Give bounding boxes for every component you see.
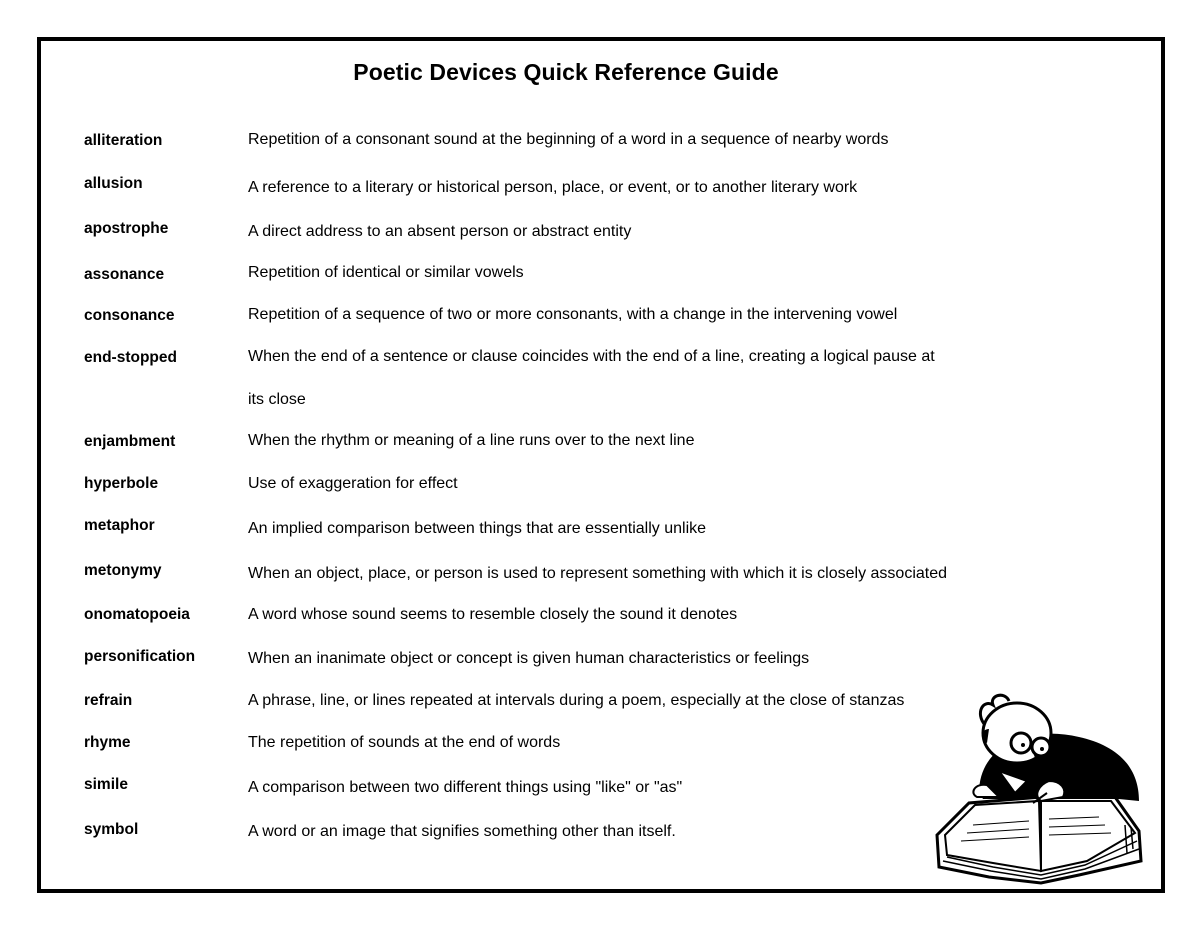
term: alliteration — [84, 132, 163, 149]
term: end-stopped — [84, 349, 177, 366]
definition: A direct address to an absent person or abstract entity — [248, 223, 632, 240]
definition: A word or an image that signifies something other than itself. — [248, 823, 676, 840]
term: apostrophe — [84, 220, 169, 237]
definition: The repetition of sounds at the end of words — [248, 734, 561, 751]
definition: Repetition of identical or similar vowels — [248, 264, 524, 281]
term: assonance — [84, 266, 165, 283]
definition: A comparison between two different things using "like" or "as" — [248, 779, 683, 796]
term: allusion — [84, 175, 143, 192]
reader-with-book-icon — [929, 685, 1153, 885]
term: enjambment — [84, 433, 176, 450]
definition-continued: its close — [248, 391, 306, 408]
term: rhyme — [84, 734, 131, 751]
page-title: Poetic Devices Quick Reference Guide — [353, 59, 779, 85]
page-frame — [37, 37, 1165, 893]
definition: Repetition of a consonant sound at the beginning of a word in a sequence of nearby words — [248, 131, 889, 148]
definition: Use of exaggeration for effect — [248, 475, 458, 492]
term: metaphor — [84, 517, 155, 534]
term: simile — [84, 776, 128, 793]
term: onomatopoeia — [84, 606, 190, 623]
definition: When the end of a sentence or clause coincides with the end of a line, creating a logical pause at — [248, 348, 935, 365]
term: hyperbole — [84, 475, 159, 492]
term: metonymy — [84, 562, 162, 579]
term: personification — [84, 648, 196, 665]
term: symbol — [84, 821, 139, 838]
definition: An implied comparison between things that are essentially unlike — [248, 520, 707, 537]
definition: When an inanimate object or concept is given human characteristics or feelings — [248, 650, 810, 667]
definition: Repetition of a sequence of two or more consonants, with a change in the intervening vowel — [248, 306, 898, 323]
definition: A phrase, line, or lines repeated at intervals during a poem, especially at the close of stanzas — [248, 692, 905, 709]
term: refrain — [84, 692, 133, 709]
definition: A reference to a literary or historical person, place, or event, or to another literary work — [248, 179, 858, 196]
definition: A word whose sound seems to resemble closely the sound it denotes — [248, 606, 738, 623]
term: consonance — [84, 307, 175, 324]
definition: When an object, place, or person is used to represent something with which it is closely associated — [248, 565, 948, 582]
definition: When the rhythm or meaning of a line runs over to the next line — [248, 432, 695, 449]
